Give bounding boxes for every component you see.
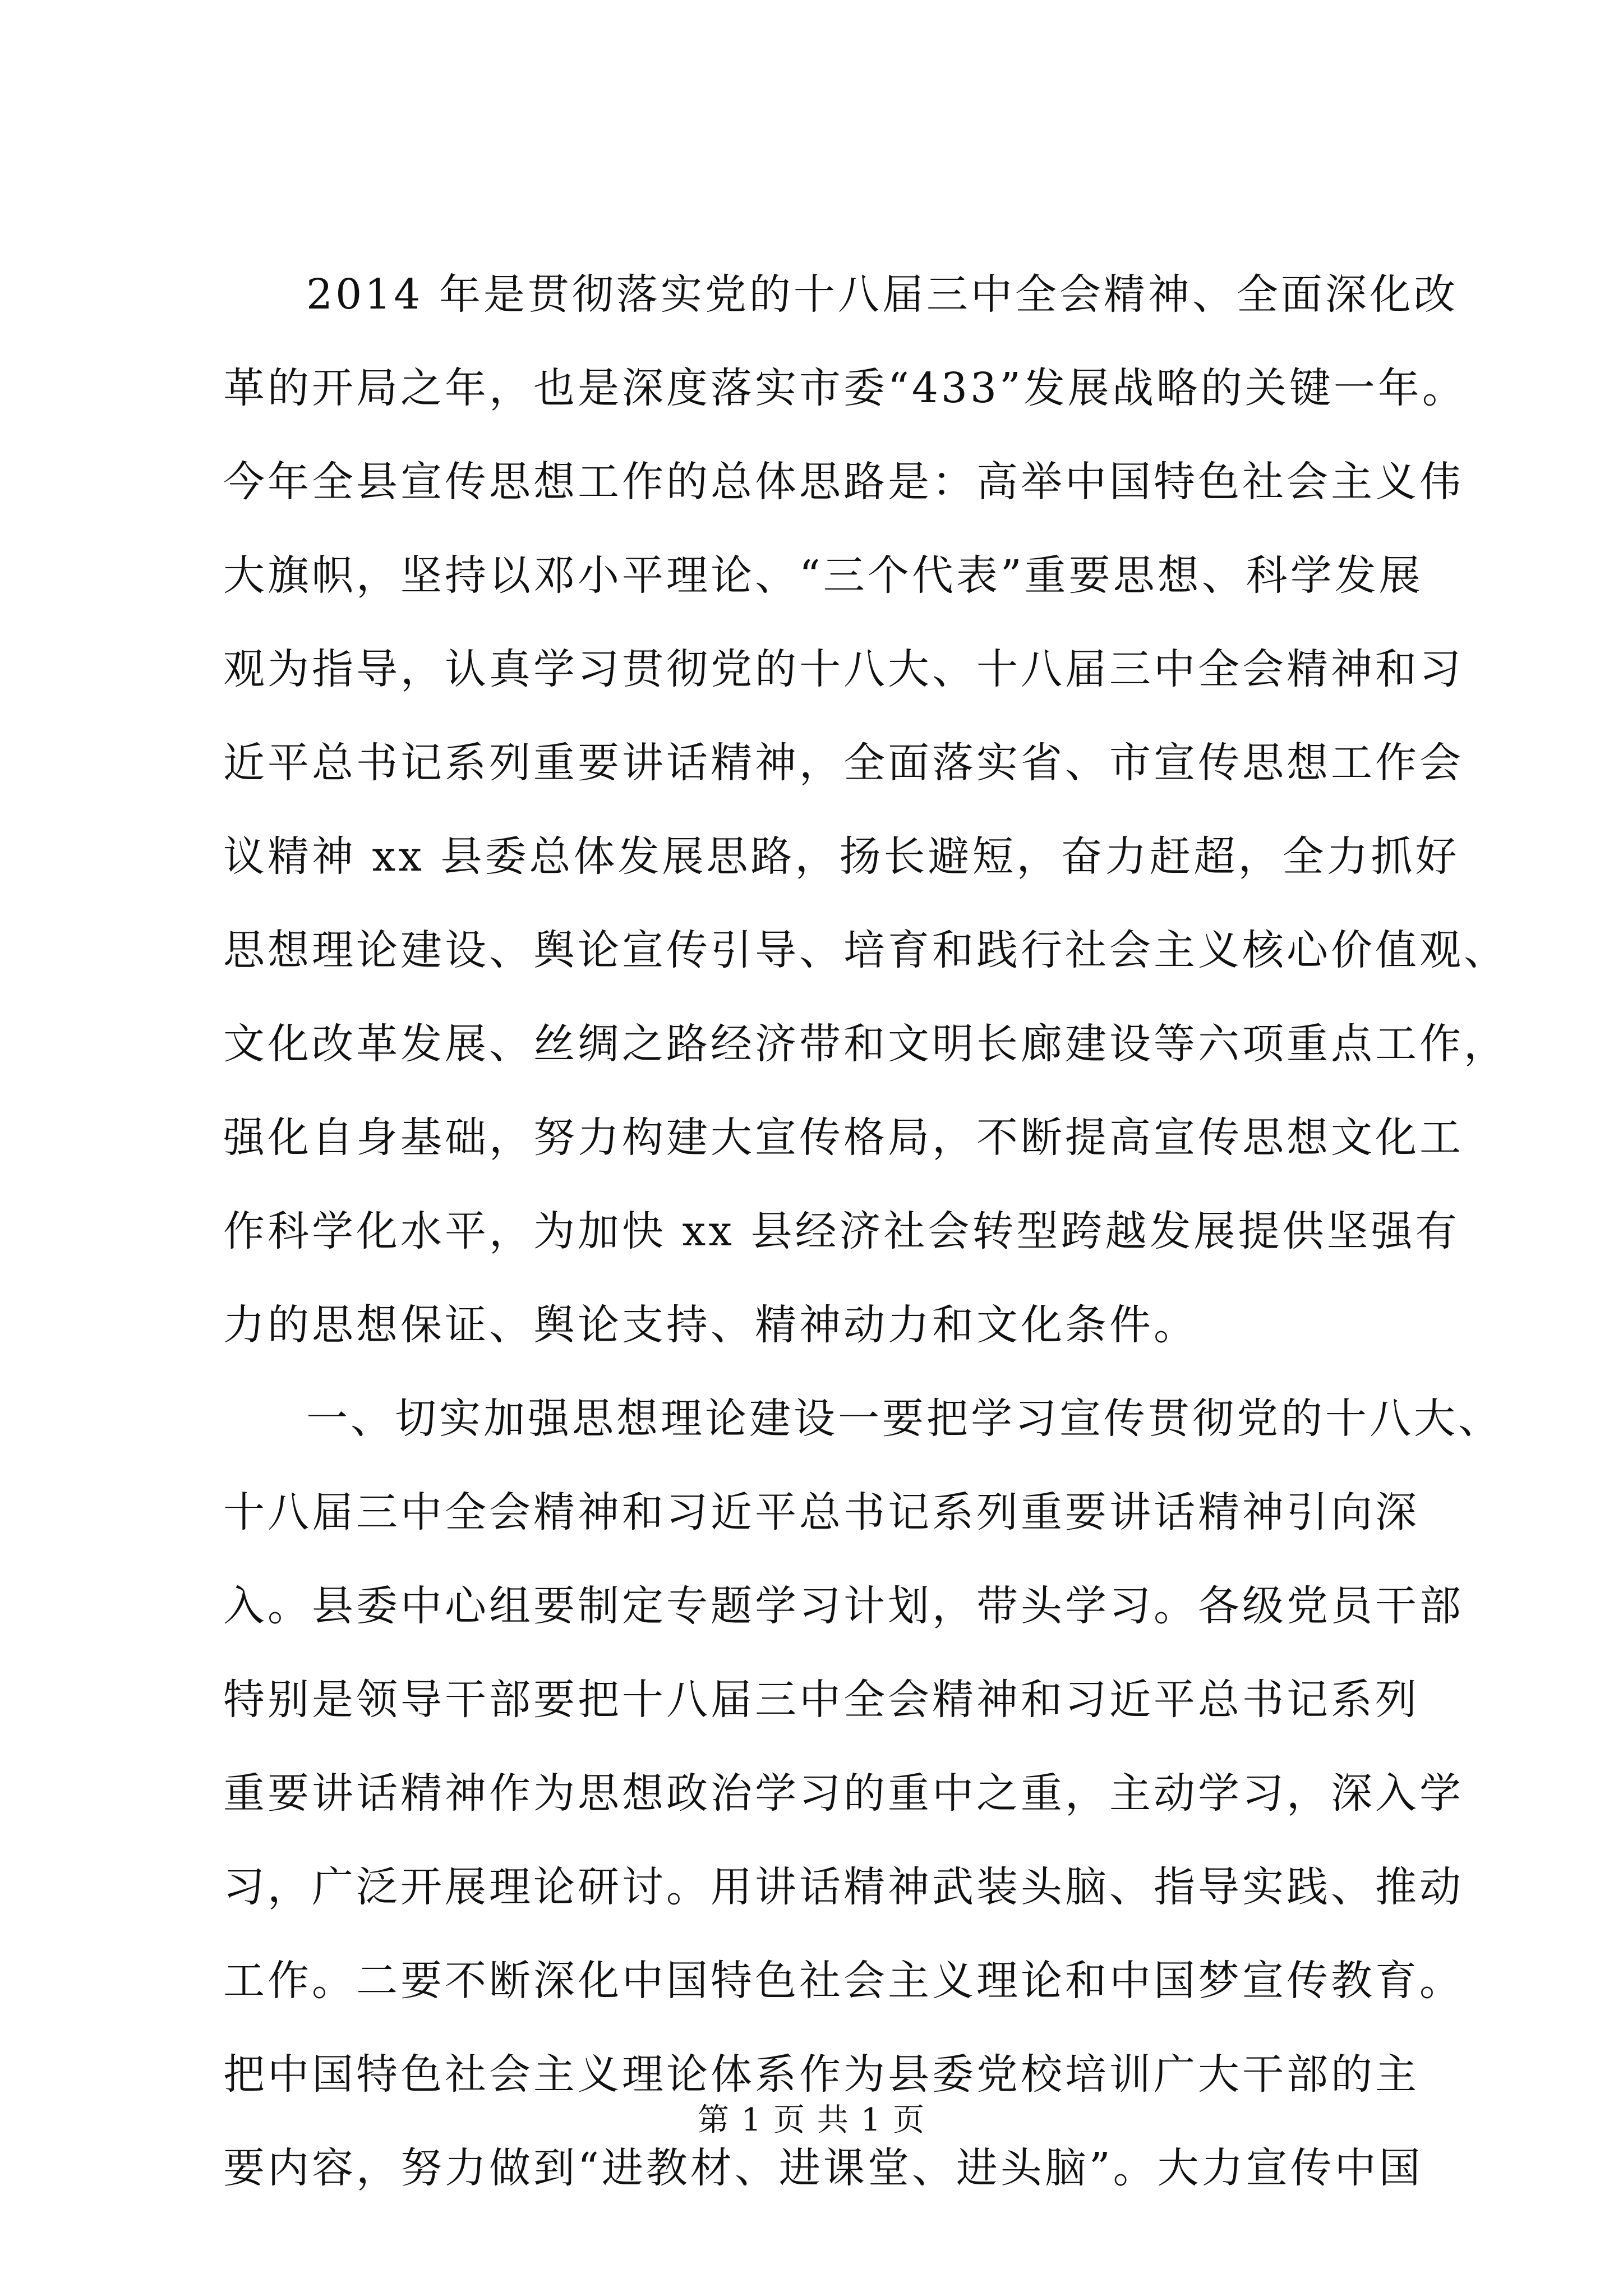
paragraph-1-line: 大旗帜，坚持以邓小平理论、“三个代表”重要思想、科学发展 xyxy=(223,551,1423,600)
paragraph-2-line: 习，广泛开展理论研讨。用讲话精神武装头脑、指导实践、推动 xyxy=(223,1863,1464,1911)
paragraph-1-line: 文化改革发展、丝绸之路经济带和文明长廊建设等六项重点工作， xyxy=(223,1020,1508,1068)
paragraph-2-line: 把中国特色社会主义理论体系作为县委党校培训广大干部的主 xyxy=(223,2050,1419,2099)
page-footer xyxy=(0,2101,1623,2140)
paragraph-2-line: 重要讲话精神作为思想政治学习的重中之重，主动学习，深入学 xyxy=(223,1769,1464,1818)
paragraph-2-line: 特别是领导干部要把十八届三中全会精神和习近平总书记系列 xyxy=(223,1676,1419,1724)
paragraph-2-line: 工作。二要不断深化中国特色社会主义理论和中国梦宣传教育。 xyxy=(223,1957,1464,2005)
paragraph-1-line: 今年全县宣传思想工作的总体思路是：高举中国特色社会主义伟 xyxy=(223,458,1464,506)
paragraph-2-line: 一、切实加强思想理论建设一要把学习宣传贯彻党的十八大、 xyxy=(306,1395,1502,1443)
document-body xyxy=(223,248,1508,2215)
paragraph-1-line: 思想理论建设、舆论宣传引导、培育和践行社会主义核心价值观、 xyxy=(223,926,1508,974)
paragraph-1-line: 议精神 xx 县委总体发展思路，扬长避短，奋力赶超，全力抓好 xyxy=(223,832,1460,881)
paragraph-1-line: 强化自身基础，努力构建大宣传格局，不断提高宣传思想文化工 xyxy=(223,1114,1464,1162)
paragraph-1-line: 作科学化水平，为加快 xx 县经济社会转型跨越发展提供坚强有 xyxy=(223,1207,1460,1255)
paragraph-2-line: 入。县委中心组要制定专题学习计划，带头学习。各级党员干部 xyxy=(223,1582,1464,1630)
paragraph-1-line: 革的开局之年，也是深度落实市委“433”发展战略的关键一年。 xyxy=(223,364,1467,412)
paragraph-1-line: 近平总书记系列重要讲话精神，全面落实省、市宣传思想工作会 xyxy=(223,739,1464,787)
paragraph-2-line: 十八届三中全会精神和习近平总书记系列重要讲话精神引向深 xyxy=(223,1488,1419,1536)
paragraph-1-line: 力的思想保证、舆论支持、精神动力和文化条件。 xyxy=(223,1301,1198,1349)
paragraph-2-line: 要内容，努力做到“进教材、进课堂、进头脑”。大力宣传中国 xyxy=(223,2144,1423,2192)
page-number-indicator: 第 1 页 共 1 页 xyxy=(697,2102,926,2138)
paragraph-1-line: 观为指导，认真学习贯彻党的十八大、十八届三中全会精神和习 xyxy=(223,645,1464,693)
paragraph-1-line: 2014 年是贯彻落实党的十八届三中全会精神、全面深化改 xyxy=(306,270,1458,319)
